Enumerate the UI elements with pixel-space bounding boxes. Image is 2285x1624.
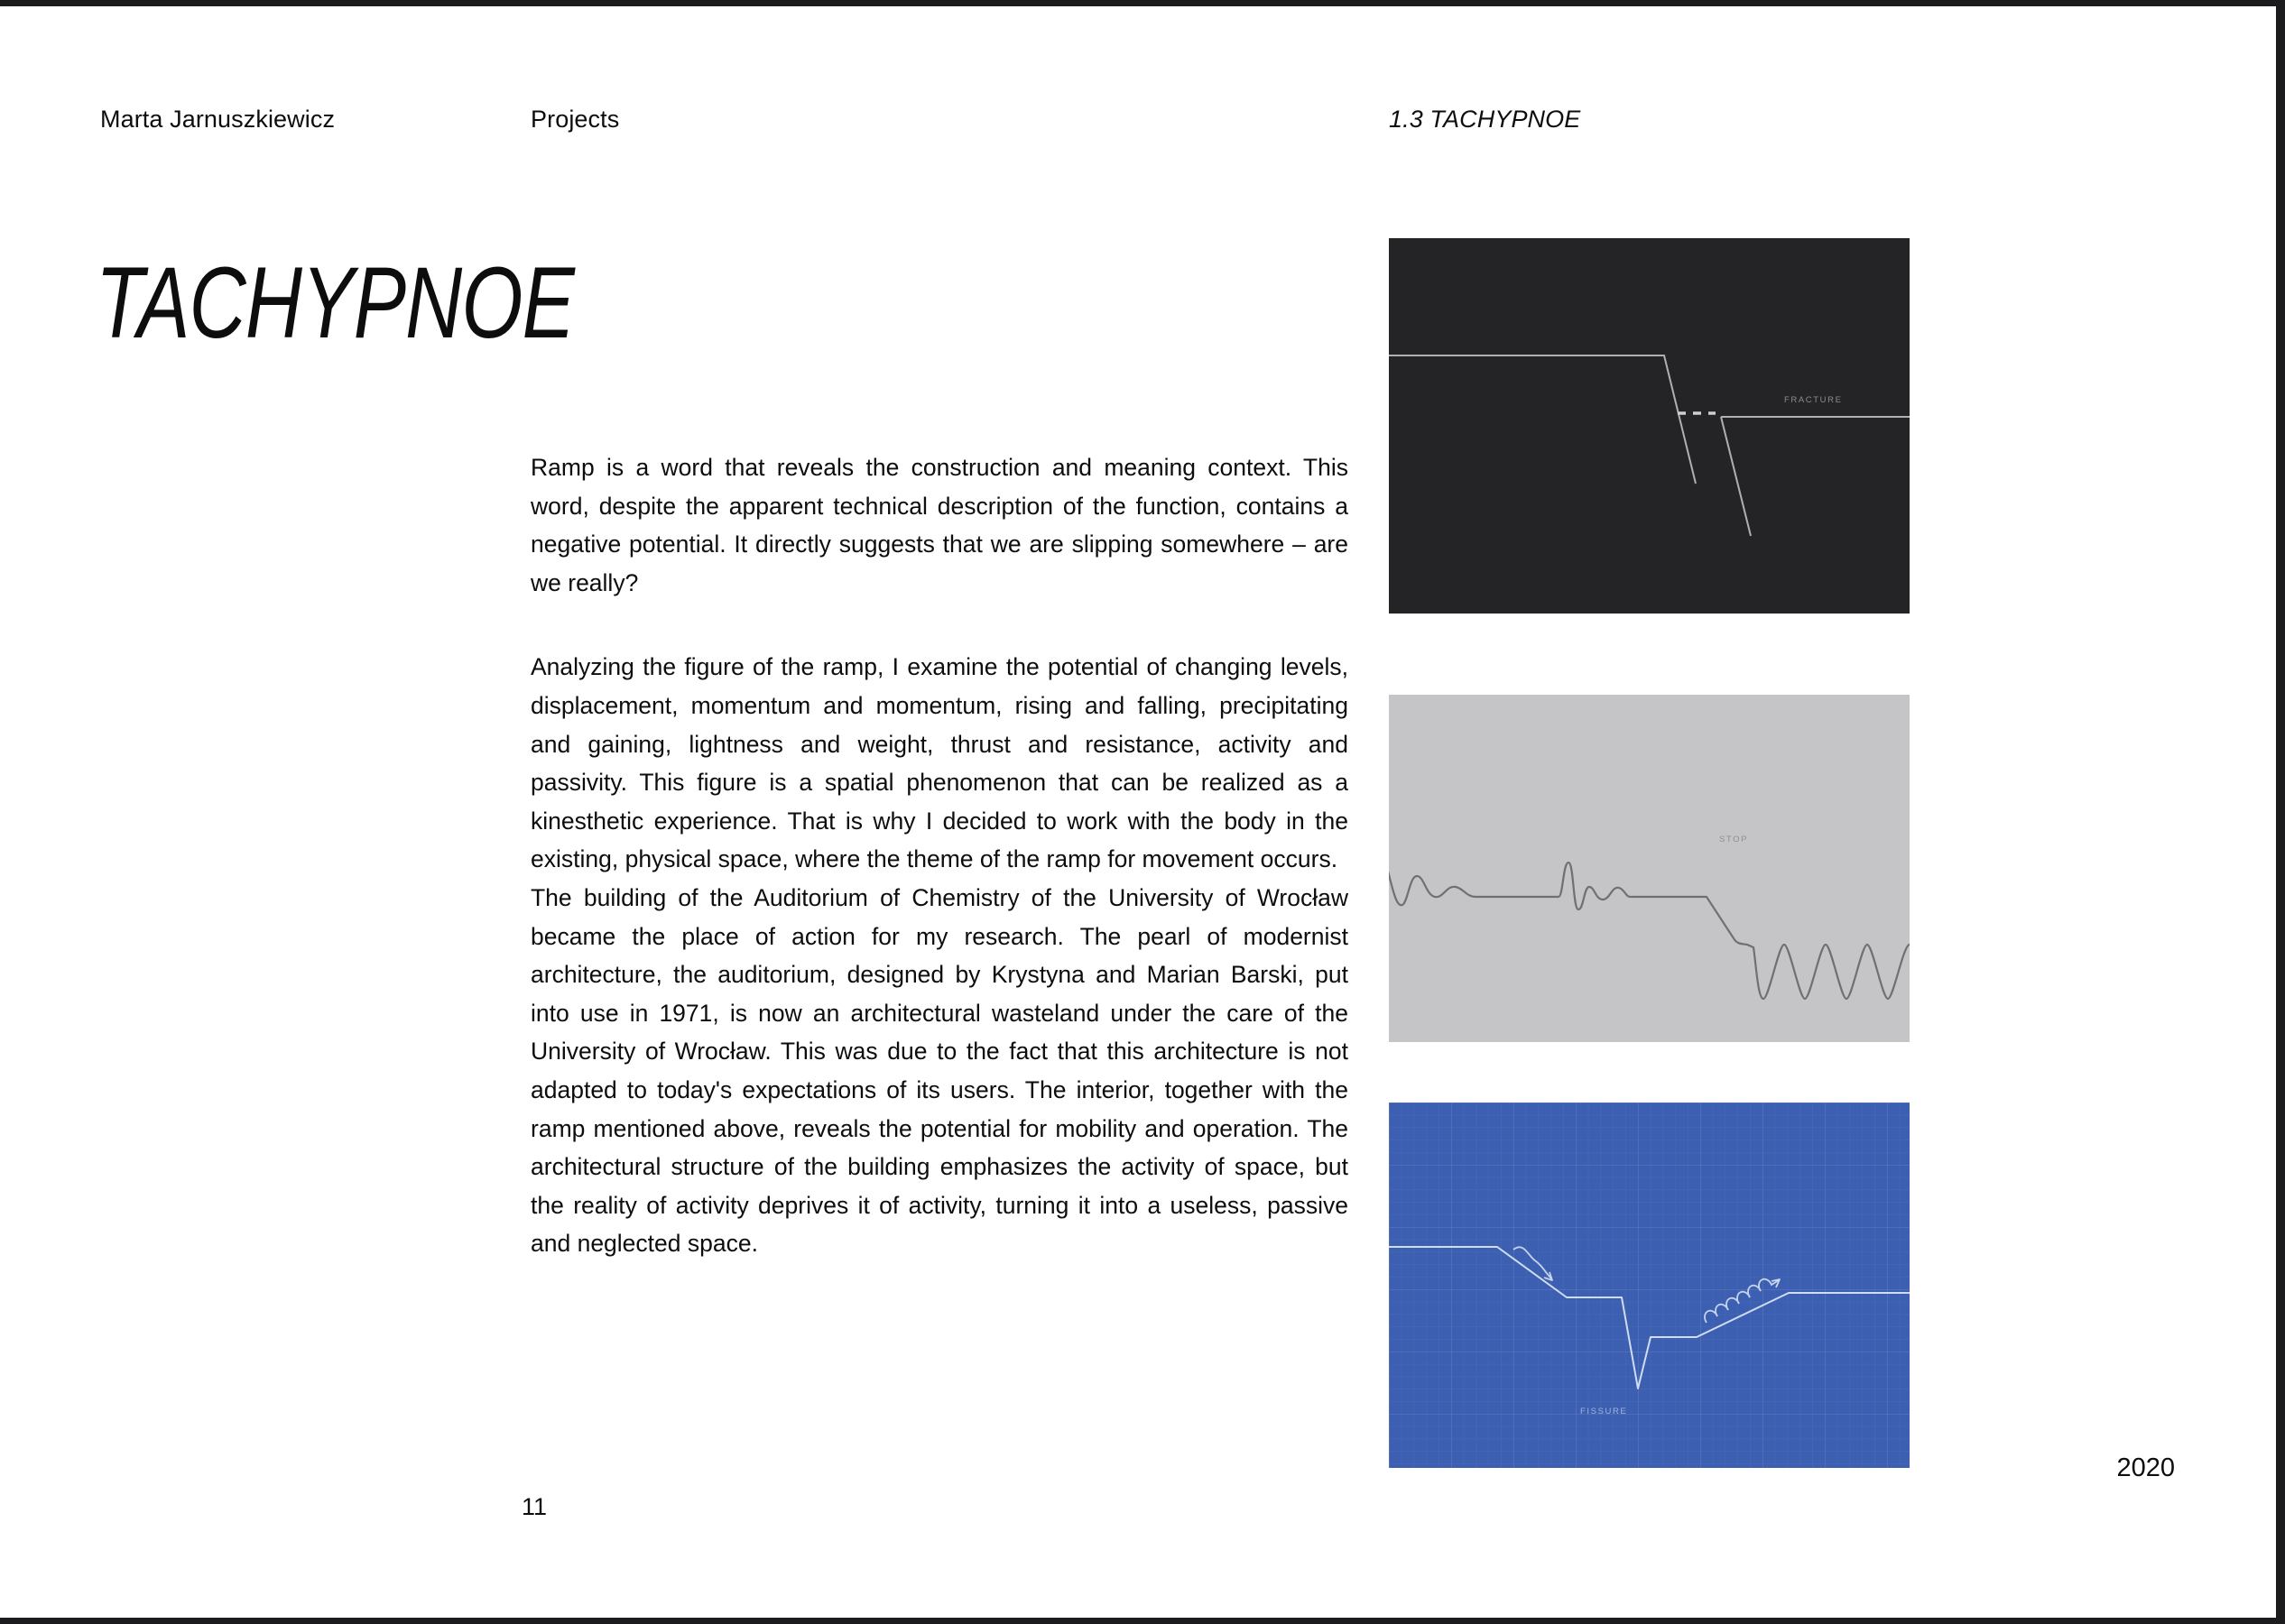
page-title: TACHYPNOE (96, 246, 575, 359)
header-author-link[interactable]: Marta Jarnuszkiewicz (100, 106, 336, 133)
right-border (2276, 0, 2285, 1624)
breadcrumb: 1.3 TACHYPNOE (1389, 106, 1581, 133)
paragraph-3: The building of the Auditorium of Chemistry of the University of Wrocław became the place of action for my research. The pearl of modernist architecture, the auditorium, designed by Krystyna and Marian Barski, put into use in 1971, is now an architectural wasteland under the care of the University of Wrocław. This was due to the fact that this architecture is not adapted to today's expectations of its users. The interior, together with the ramp mentioned above, reveals the potential for mobility and operation. The architectural structure of the building emphasizes the activity of space, but the reality of activity deprives it of activity, turning it into a useless, passive and neglected space. (531, 883, 1348, 1258)
fissure-label: FISSURE (1580, 1407, 1628, 1416)
paragraph-1: Ramp is a word that reveals the construction and meaning context. This word, despite the apparent technical description of the function, contains a negative potential. It directly suggests that we are slipping somewhere – are we really? (531, 454, 1348, 596)
fracture-label: FRACTURE (1784, 395, 1843, 405)
figure-fracture (1389, 238, 1910, 614)
paragraph-2: Analyzing the figure of the ramp, I examine the potential of changing levels, displacement, momentum and momentum, rising and falling, precipitating and gaining, lightness and weight, thrust and resistance, activity and passivity. This figure is a spatial phenomenon that can be realized as a kinesthetic experience. That is why I decided to work with the body in the existing, physical space, where the theme of the ramp for movement occurs. (531, 653, 1348, 873)
top-border (0, 0, 2285, 6)
bottom-border (0, 1618, 2285, 1624)
header-projects-link[interactable]: Projects (531, 106, 620, 133)
body-text (531, 448, 1348, 1263)
figure-fissure (1389, 1103, 1910, 1468)
stop-diagram (1389, 695, 1910, 1042)
page-number: 11 (522, 1493, 548, 1520)
fracture-diagram (1389, 238, 1910, 614)
fissure-diagram (1389, 1103, 1910, 1468)
year-label: 2020 (2116, 1453, 2175, 1482)
figure-stop (1389, 695, 1910, 1042)
stop-label: STOP (1719, 835, 1749, 844)
